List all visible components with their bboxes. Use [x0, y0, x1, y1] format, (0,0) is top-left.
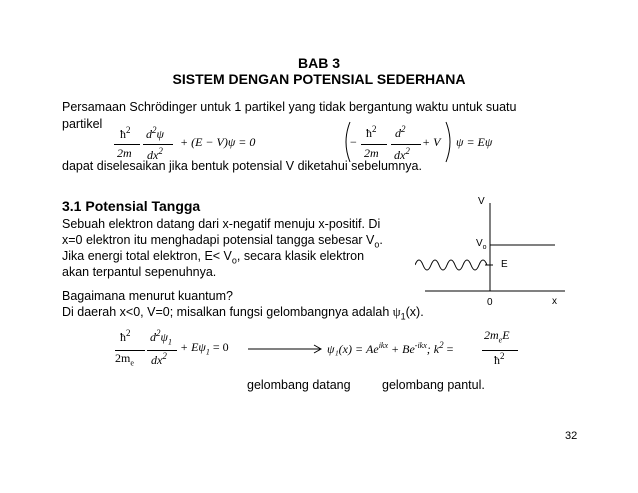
section-heading: 3.1 Potensial Tangga [62, 198, 201, 214]
eq2-minus: − [350, 135, 357, 149]
eq2-dx2: $dx^2$ [394, 146, 410, 162]
eq2-2m: 2m [364, 146, 379, 160]
diagram-graphics [415, 195, 575, 310]
k-numerator: $2m_eE$ [484, 328, 510, 345]
eq2-rest: ψ = Eψ [456, 135, 493, 149]
origin-label: 0 [487, 297, 493, 308]
eq1-2m: 2m [117, 146, 132, 160]
intro-line-1: Persamaan Schrödinger untuk 1 partikel yang tidak bergantung waktu untuk suatu [62, 100, 517, 114]
eq1-rest: + (E − V)ψ = 0 [180, 135, 256, 149]
eq1-d2psi: $d^2\psi$ [146, 125, 164, 141]
wave-solution: $\psi_1(x) = Ae^{ikx} + Be^{-ikx}$; $k^2$ = [327, 340, 454, 356]
axis-label-x: x [552, 296, 557, 307]
eq3-rest: + $E\psi_1 = 0$ [180, 340, 229, 357]
eq3-dx2: $dx^2$ [151, 351, 167, 367]
para1-line-1: Sebuah elektron datang dari x-negatif menuju x-positif. Di [62, 217, 381, 231]
eq3-d2psi1: $d^2\psi_1$ [150, 328, 172, 347]
eq2-d2: $d^2$ [395, 124, 406, 140]
eq3-2me: $2m_e$ [115, 351, 134, 368]
intro-line-3: dapat diselesaikan jika bentuk potensial V diketahui sebelumnya. [62, 159, 422, 173]
eq1-dx2: $dx^2$ [147, 146, 163, 162]
energy-label: E [501, 259, 508, 270]
para1-line-4: akan terpantul sepenuhnya. [62, 265, 217, 279]
k-denominator: $ħ^2$ [494, 351, 505, 367]
eq2-plus-v: + V [422, 135, 441, 149]
eq1-fraction-bar-2 [143, 144, 173, 145]
eq2-right-paren [444, 120, 456, 164]
incoming-wave [415, 260, 487, 270]
page-number: 32 [565, 430, 578, 442]
chapter-label: BAB 3 [297, 55, 340, 71]
para2-line-2: Di daerah x<0, V=0; misalkan fungsi gelombangnya adalah $\psi_1(x)$. [62, 305, 424, 322]
caption-reflected-wave: gelombang pantul. [382, 378, 485, 392]
eq2-hbar: $ħ^2$ [366, 124, 377, 140]
eq2-fraction-bar-2 [391, 144, 421, 145]
eq1-fraction-bar-1 [114, 144, 140, 145]
para2-line-1: Bagaimana menurut kuantum? [62, 289, 233, 303]
caption-incoming-wave: gelombang datang [247, 378, 351, 392]
implies-arrow [248, 344, 323, 354]
axis-label-v: V [478, 196, 485, 207]
intro-line-2: partikel [62, 117, 103, 131]
eq1-hbar: $ħ^2$ [120, 125, 131, 141]
para1-line-3: Jika energi total elektron, $E< V_o$, secara klasik elektron [62, 249, 365, 266]
eq3-hbar: $ħ^2$ [120, 328, 131, 344]
para1-line-2: x=0 elektron itu menghadapi potensial tangga sebesar $V_o$. [62, 233, 383, 250]
page-title: SISTEM DENGAN POTENSIAL SEDERHANA [172, 71, 466, 87]
eq2-fraction-bar-1 [361, 144, 387, 145]
vo-label: $V_o$ [476, 238, 487, 251]
